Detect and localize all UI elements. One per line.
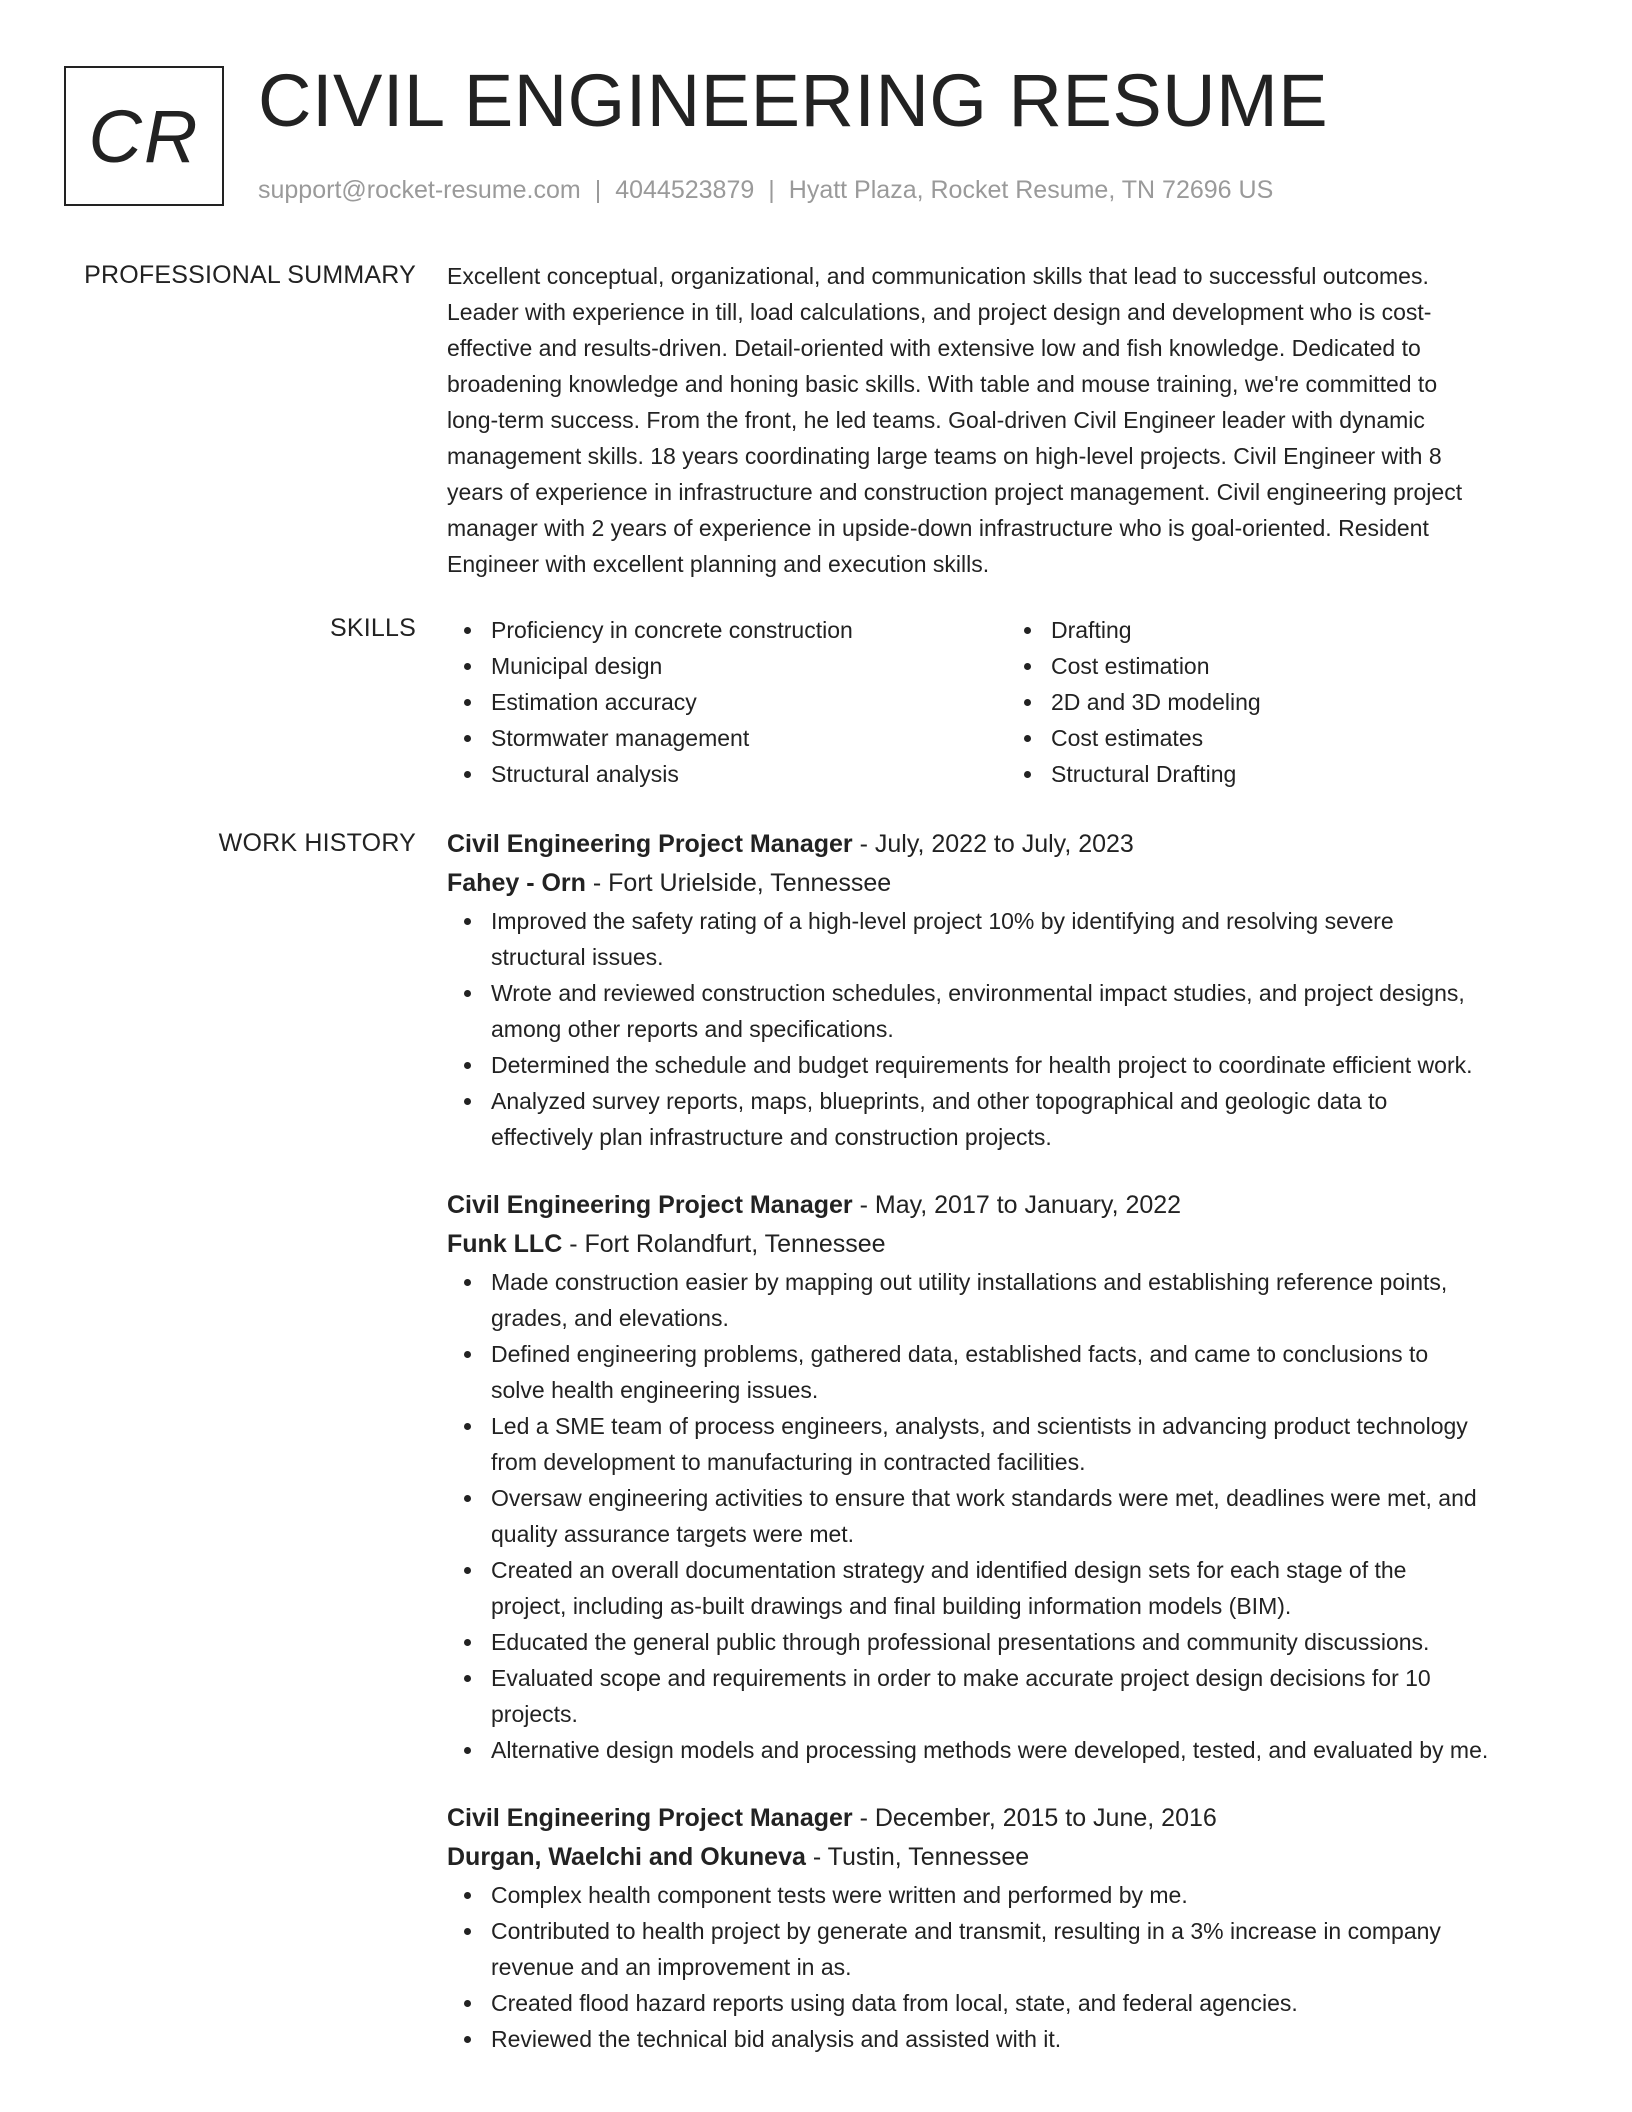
job-bullet — [491, 2021, 1567, 2057]
work-history-body — [447, 825, 1567, 2057]
resume-header — [0, 0, 1632, 240]
job-company: Funk LLC — [447, 1230, 563, 1258]
job-entry — [447, 825, 1567, 1155]
job-bullet — [491, 1660, 1567, 1732]
contact-line — [258, 176, 1273, 205]
job-bullet-line: from development to manufacturing in contracted facilities. — [491, 1449, 1086, 1475]
section-heading-skills: SKILLS — [330, 614, 416, 642]
job-bullet-line: structural issues. — [491, 944, 664, 970]
job-bullet-line: Analyzed survey reports, maps, blueprints, and other topographical and geologic data to — [491, 1088, 1388, 1114]
skills-list-left — [447, 612, 1007, 792]
job-dates: - December, 2015 to June, 2016 — [852, 1804, 1217, 1832]
job-bullet-line: Contributed to health project by generate and transmit, resulting in a 3% increase in company — [491, 1918, 1441, 1944]
summary-line: long-term success. From the front, he led teams. Goal-driven Civil Engineer leader with dynamic — [447, 407, 1425, 433]
skill-item: Estimation accuracy — [491, 684, 1007, 720]
summary-line: Leader with experience in till, load calculations, and project design and development who is cost- — [447, 299, 1432, 325]
job-title-line — [447, 1186, 1567, 1225]
monogram-logo: CR — [64, 66, 224, 206]
job-company: Durgan, Waelchi and Okuneva — [447, 1843, 806, 1871]
job-bullet-line: Reviewed the technical bid analysis and assisted with it. — [491, 2026, 1062, 2052]
summary-line: management skills. 18 years coordinating large teams on high-level projects. Civil Engineer with 8 — [447, 443, 1442, 469]
skills-body — [447, 612, 1567, 792]
skill-item: 2D and 3D modeling — [1051, 684, 1567, 720]
skill-item: Cost estimates — [1051, 720, 1567, 756]
job-bullet-line: solve health engineering issues. — [491, 1377, 819, 1403]
job-dates: - July, 2022 to July, 2023 — [852, 830, 1134, 858]
summary-line: years of experience in infrastructure and construction project management. Civil engineering project — [447, 479, 1463, 505]
job-bullet — [491, 975, 1567, 1047]
contact-phone: 4044523879 — [615, 176, 755, 204]
job-entry — [447, 1799, 1567, 2057]
job-bullet-line: Complex health component tests were written and performed by me. — [491, 1882, 1188, 1908]
job-bullet-list — [447, 903, 1567, 1155]
skill-item: Stormwater management — [491, 720, 1007, 756]
job-bullet-list — [447, 1264, 1567, 1768]
job-bullet — [491, 1732, 1567, 1768]
job-bullet-line: projects. — [491, 1701, 578, 1727]
job-bullet-line: project, including as-built drawings and final building information models (BIM). — [491, 1593, 1292, 1619]
job-bullet-line: Defined engineering problems, gathered data, established facts, and came to conclusions to — [491, 1341, 1429, 1367]
job-entry — [447, 1186, 1567, 1768]
skill-item: Drafting — [1051, 612, 1567, 648]
contact-separator: | — [768, 176, 775, 204]
job-bullet — [491, 1047, 1567, 1083]
resume-title: CIVIL ENGINEERING RESUME — [258, 59, 1329, 142]
job-bullet-line: Improved the safety rating of a high-level project 10% by identifying and resolving severe — [491, 908, 1394, 934]
job-bullet-line: effectively plan infrastructure and construction projects. — [491, 1124, 1052, 1150]
contact-separator: | — [594, 176, 602, 204]
job-bullet — [491, 1913, 1567, 1985]
section-heading-work-history: WORK HISTORY — [218, 829, 416, 857]
job-bullet-line: revenue and an improvement in as. — [491, 1954, 852, 1980]
skill-item: Structural analysis — [491, 756, 1007, 792]
job-bullet-line: Alternative design models and processing methods were developed, tested, and evaluated by me. — [491, 1737, 1489, 1763]
job-bullet-line: Wrote and reviewed construction schedules, environmental impact studies, and project designs, — [491, 980, 1465, 1006]
job-bullet-line: Oversaw engineering activities to ensure that work standards were met, deadlines were met, and — [491, 1485, 1477, 1511]
job-bullet-line: Created an overall documentation strategy and identified design sets for each stage of the — [491, 1557, 1407, 1583]
job-bullet-line: Educated the general public through professional presentations and community discussions. — [491, 1629, 1430, 1655]
summary-line: manager with 2 years of experience in upside-down infrastructure who is goal-oriented. Resident — [447, 515, 1429, 541]
job-bullet-line: Made construction easier by mapping out utility installations and establishing reference points, — [491, 1269, 1448, 1295]
skill-item: Structural Drafting — [1051, 756, 1567, 792]
job-bullet — [491, 1408, 1567, 1480]
job-bullet-line: among other reports and specifications. — [491, 1016, 894, 1042]
job-title-line — [447, 1799, 1567, 1838]
job-bullet — [491, 1985, 1567, 2021]
job-bullet — [491, 903, 1567, 975]
job-bullet — [491, 1480, 1567, 1552]
job-company-line — [447, 1225, 1567, 1264]
summary-line: broadening knowledge and honing basic skills. With table and mouse training, we're committed to — [447, 371, 1438, 397]
job-company: Fahey - Orn — [447, 869, 586, 897]
job-bullet-line: Determined the schedule and budget requirements for health project to coordinate efficient work. — [491, 1052, 1473, 1078]
summary-line: effective and results-driven. Detail-oriented with extensive low and fish knowledge. Dedicated to — [447, 335, 1421, 361]
job-bullet — [491, 1083, 1567, 1155]
contact-address: Hyatt Plaza, Rocket Resume, TN 72696 US — [788, 176, 1274, 204]
job-bullet — [491, 1264, 1567, 1336]
job-location: - Tustin, Tennessee — [805, 1843, 1030, 1871]
job-bullet-line: Led a SME team of process engineers, analysts, and scientists in advancing product technology — [491, 1413, 1468, 1439]
job-title: Civil Engineering Project Manager — [447, 830, 853, 858]
summary-line: Engineer with excellent planning and execution skills. — [447, 551, 990, 577]
job-bullet-line: quality assurance targets were met. — [491, 1521, 855, 1547]
section-heading-summary: PROFESSIONAL SUMMARY — [84, 261, 416, 289]
job-bullet — [491, 1336, 1567, 1408]
job-bullet-list — [447, 1877, 1567, 2057]
skills-list-right — [1007, 612, 1567, 792]
skill-item: Proficiency in concrete construction — [491, 612, 1007, 648]
summary-body — [447, 258, 1567, 582]
job-company-line — [447, 864, 1567, 903]
job-bullet-line: Evaluated scope and requirements in order to make accurate project design decisions for 10 — [491, 1665, 1431, 1691]
skill-item: Municipal design — [491, 648, 1007, 684]
contact-email: support@rocket-resume.com — [258, 176, 581, 204]
summary-text — [447, 258, 1567, 582]
job-dates: - May, 2017 to January, 2022 — [852, 1191, 1182, 1219]
job-bullet — [491, 1877, 1567, 1913]
job-title: Civil Engineering Project Manager — [447, 1191, 853, 1219]
summary-line: Excellent conceptual, organizational, and communication skills that lead to successful outcomes. — [447, 263, 1429, 289]
job-title: Civil Engineering Project Manager — [447, 1804, 853, 1832]
job-bullet-line: grades, and elevations. — [491, 1305, 729, 1331]
job-location: - Fort Rolandfurt, Tennessee — [562, 1230, 886, 1258]
job-company-line — [447, 1838, 1567, 1877]
job-bullet-line: Created flood hazard reports using data from local, state, and federal agencies. — [491, 1990, 1298, 2016]
skill-item: Cost estimation — [1051, 648, 1567, 684]
job-title-line — [447, 825, 1567, 864]
job-bullet — [491, 1552, 1567, 1624]
job-bullet — [491, 1624, 1567, 1660]
job-location: - Fort Urielside, Tennessee — [585, 869, 892, 897]
